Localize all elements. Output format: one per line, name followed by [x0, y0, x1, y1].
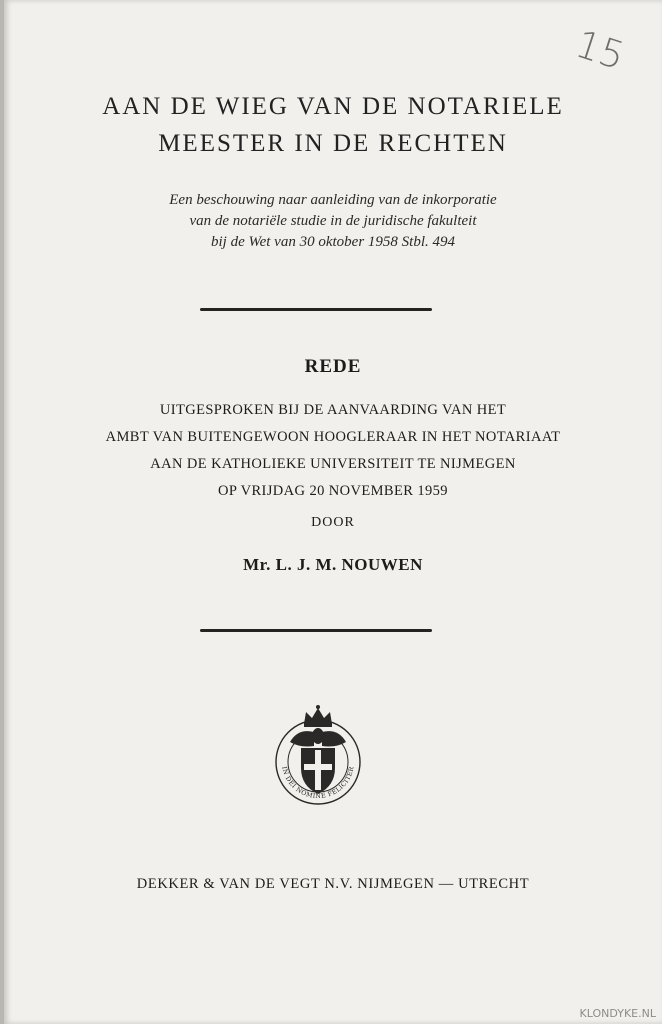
occasion-line: OP VRIJDAG 20 NOVEMBER 1959: [218, 483, 448, 499]
handwritten-note: 15: [570, 21, 630, 79]
title-line: MEESTER IN DE RECHTEN: [158, 130, 508, 157]
door-label: DOOR: [311, 515, 355, 530]
author-name: Mr. L. J. M. NOUWEN: [243, 555, 423, 574]
subtitle-line: van de notariële studie in de juridische fakulteit: [189, 213, 477, 229]
subtitle-line: bij de Wet van 30 oktober 1958 Stbl. 494: [211, 234, 455, 250]
emblem-motto: IN DEI NOMINE FELICITER: [280, 765, 356, 801]
title: [4, 88, 662, 162]
subtitle: [4, 190, 662, 253]
publisher: DEKKER & VAN DE VEGT N.V. NIJMEGEN — UTRECHT: [136, 876, 530, 892]
divider-rule: [200, 629, 432, 632]
title-line: AAN DE WIEG VAN DE NOTARIELE: [102, 93, 564, 120]
divider-rule: [200, 308, 432, 311]
university-seal-icon: [268, 702, 368, 814]
occasion-text: [4, 397, 662, 505]
occasion-line: AMBT VAN BUITENGEWOON HOOGLERAAR IN HET NOTARIAAT: [105, 429, 561, 445]
watermark: KLONDYKE.NL: [579, 1007, 656, 1020]
occasion-line: UITGESPROKEN BIJ DE AANVAARDING VAN HET: [159, 402, 507, 418]
occasion-line: AAN DE KATHOLIEKE UNIVERSITEIT TE NIJMEGEN: [150, 456, 516, 472]
rede-heading: REDE: [304, 356, 362, 377]
book-cover: [4, 0, 662, 1024]
subtitle-line: Een beschouwing naar aanleiding van de inkorporatie: [169, 192, 497, 208]
